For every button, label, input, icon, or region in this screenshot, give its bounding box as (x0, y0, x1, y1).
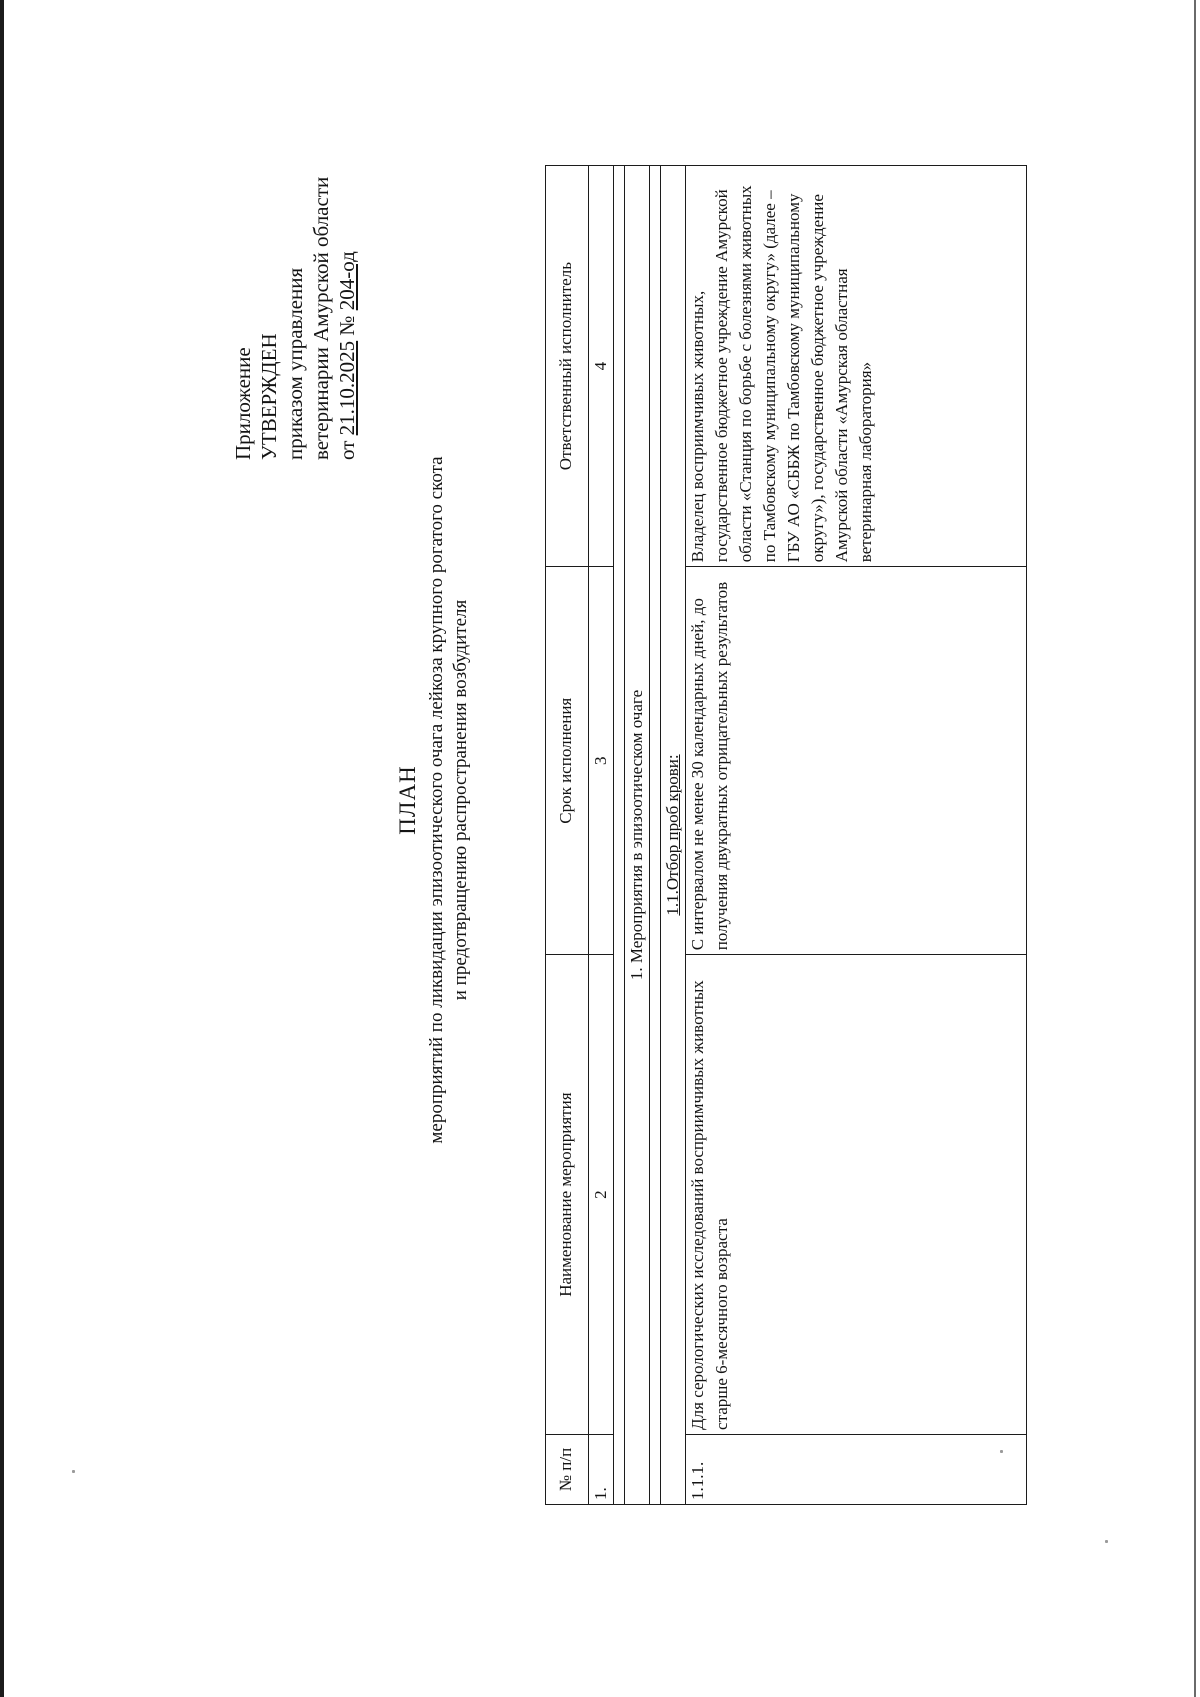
column-number-2: 2 (589, 955, 614, 1435)
approval-line-department: ветеринарии Амурской области (309, 176, 333, 460)
subsection-row (661, 166, 686, 1505)
plan-subtitle-line-1: мероприятий по ликвидации эпизоотического очага лейкоза крупного рогатого скота (426, 456, 447, 1144)
approval-line-order: приказом управления (283, 267, 307, 460)
approval-date-prefix: от (335, 435, 359, 460)
approval-line-date (334, 177, 360, 460)
plan-subtitle (425, 200, 473, 1400)
subsection-heading (661, 166, 686, 1505)
approval-number-prefix: № (335, 310, 359, 341)
scan-edge-right (1194, 0, 1196, 1697)
header-name: Наименование мероприятия (546, 955, 589, 1435)
approval-block (230, 177, 360, 460)
header-no: № п/п (546, 1434, 589, 1504)
spacer-row (650, 166, 661, 1505)
header-term: Срок исполнения (546, 567, 589, 955)
column-number-3: 3 (589, 567, 614, 955)
column-number-4: 4 (589, 166, 614, 567)
scan-speck (72, 1470, 75, 1473)
table-header-row (546, 166, 589, 1505)
approval-line-appendix: Приложение (231, 347, 255, 460)
column-number-row (589, 166, 614, 1505)
approval-number: 204-од (335, 251, 359, 311)
scan-speck (1000, 1450, 1003, 1453)
spacer-row (614, 166, 625, 1505)
spacer-cell (614, 166, 625, 1505)
measures-table (545, 165, 1027, 1505)
row-term: С интервалом не менее 30 календарных дней, до получения двукратных отрицательных результатов (686, 567, 1027, 955)
plan-title: ПЛАН (395, 765, 420, 835)
plan-subtitle-line-2: и предотвращению распространения возбудителя (450, 599, 471, 1001)
row-no: 1.1.1. (686, 1434, 1027, 1504)
column-number-1: 1. (589, 1434, 614, 1504)
section-heading: 1. Мероприятия в эпизоотическом очаге (625, 166, 650, 1505)
approval-line-approved: УТВЕРЖДЕН (257, 333, 281, 460)
scan-speck (1105, 1540, 1108, 1543)
header-responsible: Ответственный исполнитель (546, 166, 589, 567)
table-row (686, 166, 1027, 1505)
row-responsible: Владелец восприимчивых животных, государственное бюджетное учреждение Амурской области «Станция по борьбе с болезнями животных по Тамбовскому муниципальному округу» (далее – ГБУ АО «СББЖ по Тамбовскому муниципальному округу»), государственное бюджетное учреждение Амурской области «Амурская областная ветеринарная лаборатория» (686, 166, 1027, 567)
approval-date: 21.10.2025 (335, 340, 359, 436)
row-name: Для серологических исследований восприимчивых животных старше 6-месячного возраста (686, 955, 1027, 1435)
subsection-heading-text: 1.1.Отбор проб крови: (663, 754, 682, 916)
spacer-cell (650, 166, 661, 1505)
section-row (625, 166, 650, 1505)
